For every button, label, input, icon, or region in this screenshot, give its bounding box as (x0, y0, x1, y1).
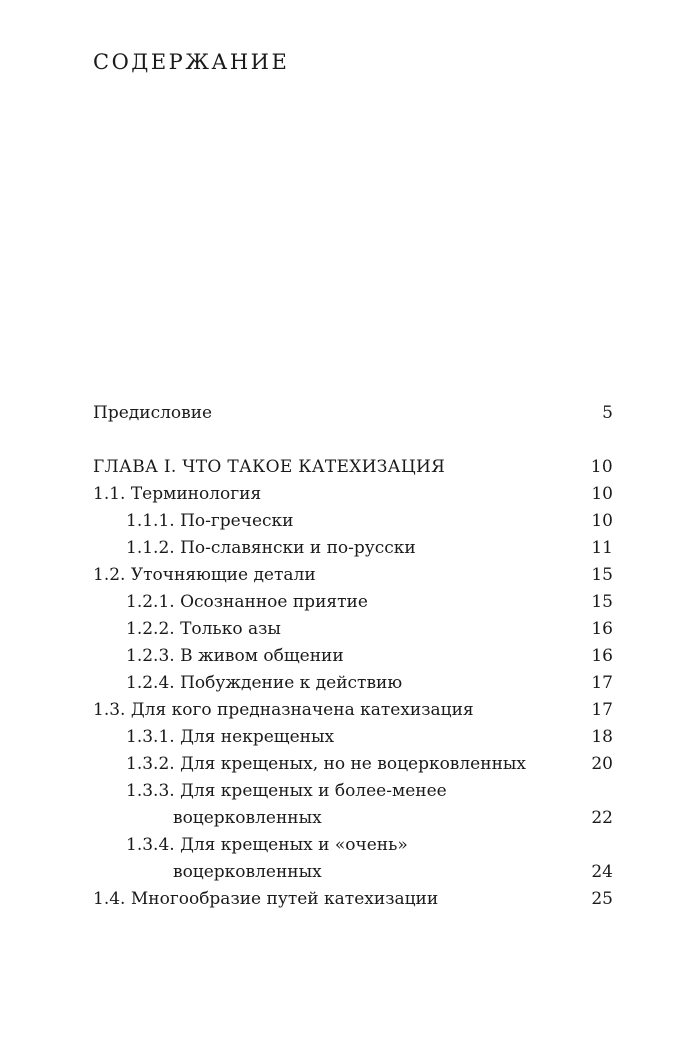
toc-entry-1-3-2[interactable] (93, 751, 613, 777)
toc-entry-label: 1.3. Для кого предназначена катехизация (93, 700, 474, 720)
toc-entry-1-3[interactable] (93, 697, 613, 723)
toc-page-number: 25 (591, 889, 613, 909)
toc-entry-1-2[interactable] (93, 562, 613, 588)
toc-entry-label: 1.2.3. В живом общении (126, 646, 344, 666)
toc-page-number: 16 (591, 646, 613, 666)
toc-entry-chapter-1[interactable] (93, 454, 613, 480)
toc-entry-1-3-1[interactable] (93, 724, 613, 750)
toc-page-number: 15 (591, 565, 613, 585)
toc-page-number: 10 (590, 457, 613, 477)
toc-page-number: 18 (591, 727, 613, 747)
toc-entry-label: 1.1.1. По-гречески (126, 511, 294, 531)
toc-entry-1-1-2[interactable] (93, 535, 613, 561)
toc-entry-1-3-4-continued[interactable] (93, 859, 613, 885)
toc-page-number: 16 (591, 619, 613, 639)
toc-entry-label: 1.4. Многообразие путей катехизации (93, 889, 439, 909)
toc-page-number: 10 (591, 511, 613, 531)
toc-entry-label: 1.1. Терминология (93, 484, 262, 504)
toc-page-number: 17 (591, 700, 613, 720)
toc-page-number: 17 (591, 673, 613, 693)
toc-entry-1-2-1[interactable] (93, 589, 613, 615)
toc-entry-label-continued: воцерковленных (173, 862, 322, 882)
toc-entry-1-3-3-continued[interactable] (93, 805, 613, 831)
toc-entry-label: 1.3.3. Для крещеных и более-менее (126, 781, 447, 801)
toc-entry-1-2-2[interactable] (93, 616, 613, 642)
toc-entry-1-1[interactable] (93, 481, 613, 507)
toc-entry-1-3-3[interactable] (93, 778, 613, 804)
toc-entry-label: 1.1.2. По-славянски и по-русски (126, 538, 416, 558)
toc-entry-preface[interactable] (93, 400, 613, 426)
toc-page-number: 10 (591, 484, 613, 504)
toc-entry-label-continued: воцерковленных (173, 808, 322, 828)
toc-page-number: 24 (591, 862, 613, 882)
toc-page-number: 11 (591, 538, 613, 558)
toc-entry-label: 1.2.1. Осознанное приятие (126, 592, 368, 612)
toc-entry-1-4[interactable] (93, 886, 613, 912)
toc-page-number: 5 (602, 403, 613, 423)
toc-entry-label: 1.3.1. Для некрещеных (126, 727, 335, 747)
toc-entry-label: 1.2.2. Только азы (126, 619, 281, 639)
toc-entry-label: 1.2. Уточняющие детали (93, 565, 316, 585)
toc-entry-label: ГЛАВА I. ЧТО ТАКОЕ КАТЕХИЗАЦИЯ (93, 457, 446, 477)
toc-page-number: 20 (591, 754, 613, 774)
toc-entry-1-2-3[interactable] (93, 643, 613, 669)
toc-entry-label: 1.3.2. Для крещеных, но не воцерковленных (126, 754, 527, 774)
toc-entry-label: 1.3.4. Для крещеных и «очень» (126, 835, 408, 855)
toc-entry-1-2-4[interactable] (93, 670, 613, 696)
page-title: СОДЕРЖАНИЕ (93, 50, 290, 74)
toc-entry-1-1-1[interactable] (93, 508, 613, 534)
toc-page-number: 22 (591, 808, 613, 828)
toc-entry-1-3-4[interactable] (93, 832, 613, 858)
toc-page-number: 15 (591, 592, 613, 612)
toc-entry-label: 1.2.4. Побуждение к действию (126, 673, 403, 693)
toc-entry-label: Предисловие (93, 403, 213, 423)
